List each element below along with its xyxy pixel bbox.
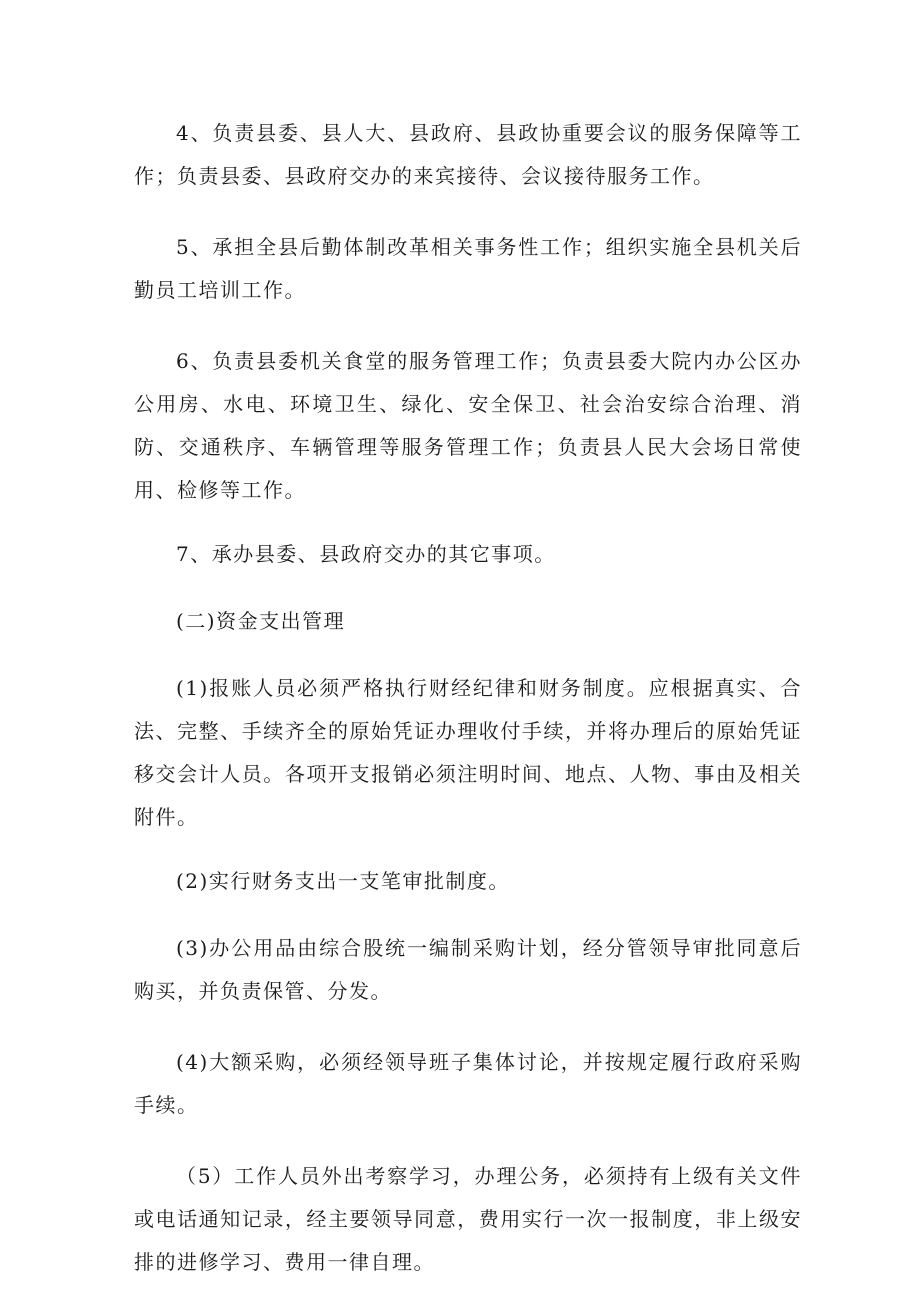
paragraph-item-6: 6、负责县委机关食堂的服务管理工作；负责县委大院内办公区办公用房、水电、环境卫生、绿化、安全保卫、社会治安综合治理、消防、交通秩序、车辆管理等服务管理工作；负责县人民大会场日常使用、检修等工作。 — [134, 349, 802, 502]
paragraph-item-7: 7、承办县委、县政府交办的其它事项。 — [176, 542, 556, 566]
paragraph-rule-2: (2)实行财务支出一支笔审批制度。 — [176, 869, 510, 893]
paragraph-item-4: 4、负责县委、县人大、县政府、县政协重要会议的服务保障等工作；负责县委、县政府交办的来宾接待、会议接待服务工作。 — [134, 121, 802, 188]
paragraph-rule-3: (3)办公用品由综合股统一编制采购计划，经分管领导审批同意后购买，并负责保管、分发。 — [134, 936, 802, 1003]
paragraph-rule-4: (4)大额采购，必须经领导班子集体讨论，并按规定履行政府采购手续。 — [134, 1050, 802, 1117]
paragraph-rule-1: (1)报账人员必须严格执行财经纪律和财务制度。应根据真实、合法、完整、手续齐全的原始凭证办理收付手续，并将办理后的原始凭证移交会计人员。各项开支报销必须注明时间、地点、人物、事由及相关附件。 — [134, 676, 802, 829]
paragraph-item-5: 5、承担全县后勤体制改革相关事务性工作；组织实施全县机关后勤员工培训工作。 — [134, 235, 802, 302]
document-body — [134, 112, 802, 1284]
paragraph-rule-5: （5）工作人员外出考察学习，办理公务，必须持有上级有关文件或电话通知记录，经主要领导同意，费用实行一次一报制度，非上级安排的进修学习、费用一律自理。 — [134, 1164, 802, 1274]
section-heading-fund-expenditure: (二)资金支出管理 — [176, 609, 346, 633]
